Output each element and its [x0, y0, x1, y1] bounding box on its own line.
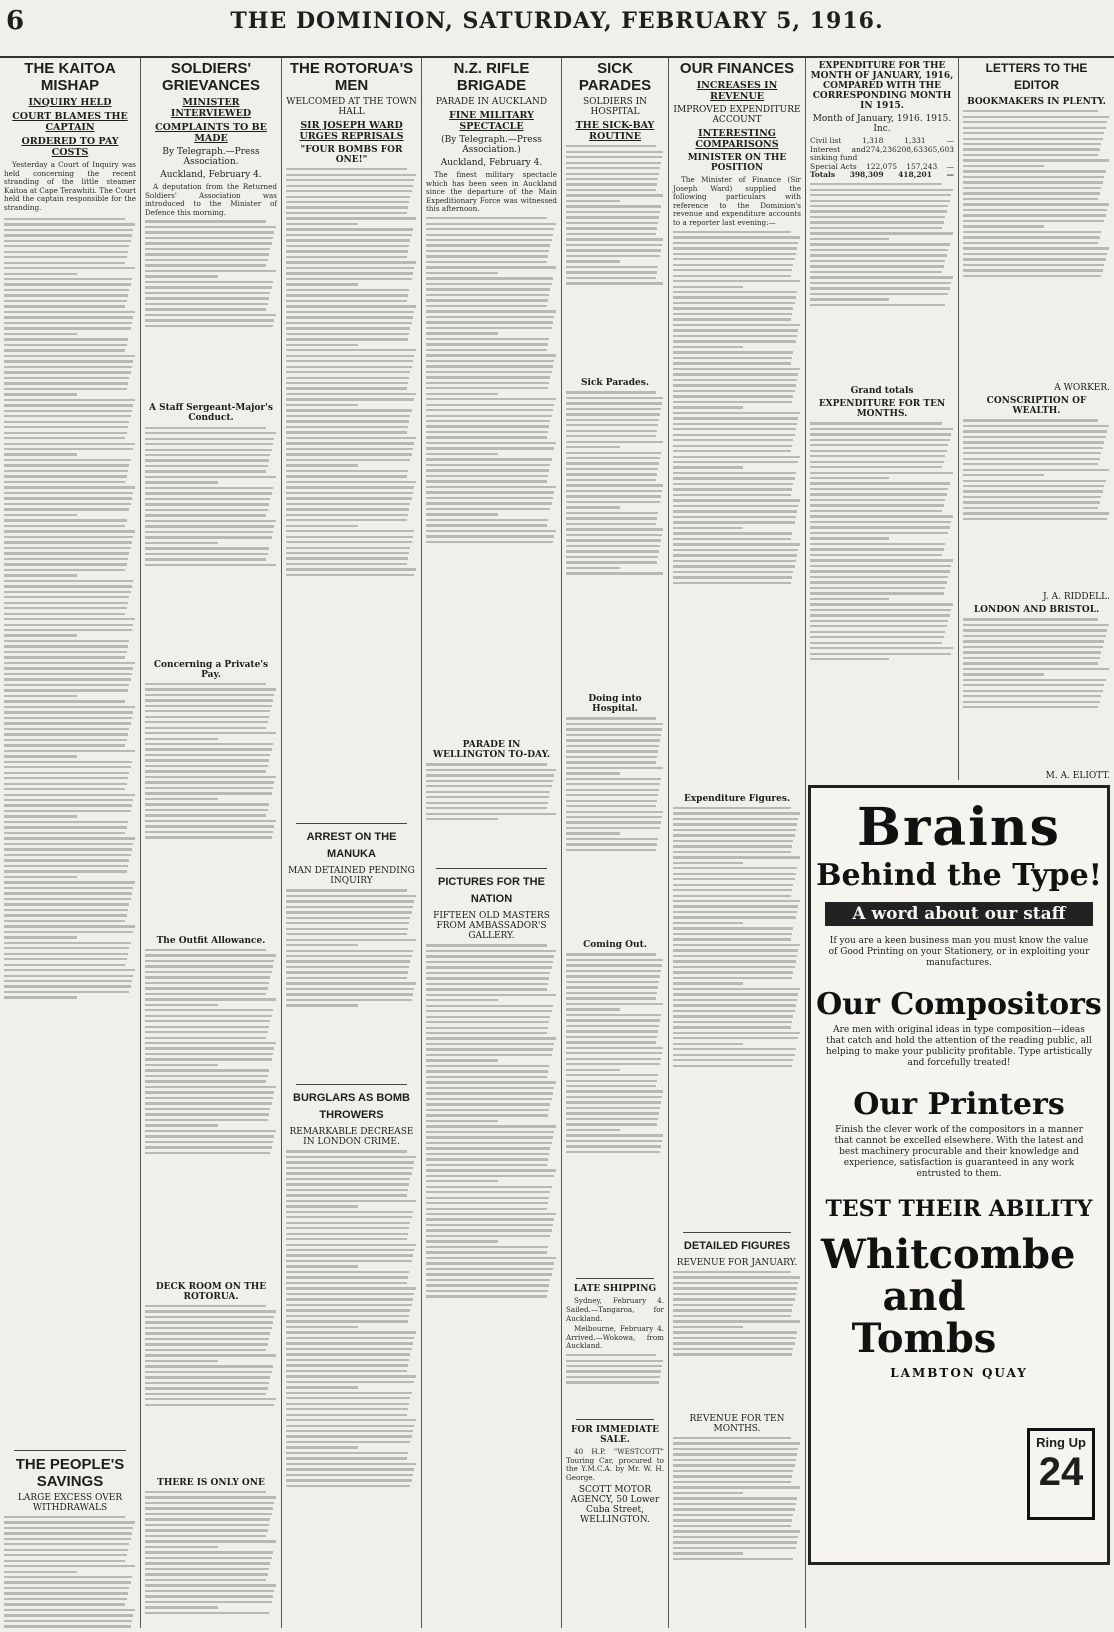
- subhead: SIR JOSEPH WARD URGES REPRISALS: [299, 120, 404, 142]
- ad-intro: If you are a keen business man you must know the value of Good Printing on your Stationery, or in exploiting your manufactures.: [828, 936, 1090, 968]
- body-text-filler: [963, 419, 1110, 589]
- subhead: SOLDIERS IN HOSPITAL: [582, 97, 648, 117]
- subhead: REVENUE FOR TEN MONTHS.: [689, 1413, 785, 1434]
- ad-compositors-text: Are men with original ideas in type composition—ideas that catch and hold the attention of the reading public, all helping to make your publicity profitable. Type artistically and forcefully treated!: [825, 1025, 1093, 1068]
- ad-company-name: Whitcombe and Tombs: [821, 1231, 1076, 1362]
- section-head: Concerning a Private's Pay.: [153, 659, 269, 680]
- ad-printers-text: Finish the clever work of the compositors in a manner that cannot be excelled elsewhere. With the latest and best machinery procurable and their knowledge and experience, satisfaction is guaranteed in any work entrusted to them.: [834, 1125, 1084, 1179]
- subhead: COURT BLAMES THE CAPTAIN: [12, 111, 128, 133]
- body-text-filler: [145, 1305, 277, 1475]
- body-text-filler: [426, 944, 557, 1504]
- body-text-filler: [426, 217, 557, 737]
- body-text-filler: [963, 618, 1110, 768]
- ad-headline-behind-type: Behind the Type!: [816, 858, 1102, 893]
- subhead: INQUIRY HELD: [28, 97, 112, 108]
- subhead: PARADE IN AUCKLAND: [435, 97, 548, 107]
- divider: [576, 1419, 654, 1420]
- headline: THE ROTORUA'S MEN: [289, 60, 414, 94]
- body-text-filler: [566, 1354, 664, 1414]
- table-filler: [810, 422, 954, 780]
- headline: LETTERS TO THE EDITOR: [985, 61, 1088, 92]
- body-text-filler: [286, 889, 417, 1079]
- section-head: Expenditure Figures.: [683, 793, 791, 804]
- body-text-filler: [4, 215, 136, 1445]
- letter-signature: J. A. RIDDELL.: [1043, 592, 1110, 603]
- table-row: Totals 398,309 418,201 —: [810, 170, 954, 180]
- ad-test-ability: TEST THEIR ABILITY: [825, 1196, 1093, 1222]
- subhead: REVENUE FOR JANUARY.: [676, 1257, 798, 1268]
- ad-compositors-head: Our Compositors: [816, 987, 1102, 1022]
- body-text-filler: [145, 683, 277, 933]
- section-head: THERE IS ONLY ONE: [157, 1477, 265, 1488]
- masthead: [0, 0, 1114, 58]
- body-text-filler: [673, 807, 801, 1227]
- table-header: Month of January, 1916. 1915. Inc.: [812, 114, 952, 134]
- letter-signature: A WORKER.: [1054, 383, 1110, 394]
- classified-head: FOR IMMEDIATE SALE.: [571, 1425, 659, 1446]
- column-sick-parades: [562, 58, 669, 1628]
- headline: THE PEOPLE'S SAVINGS: [15, 1455, 125, 1490]
- divider: [436, 868, 547, 869]
- section-head: PARADE IN WELLINGTON TO-DAY.: [433, 740, 550, 761]
- headline: DETAILED FIGURES: [683, 1239, 791, 1252]
- body-text-filler: [566, 953, 664, 1273]
- subhead: IMPROVED EXPENDITURE ACCOUNT: [673, 105, 801, 125]
- classified-text: 40 H.P. "WESTCOTT" Touring Car, procured to the Y.M.C.A. by Mr. W. H. George.: [566, 1447, 664, 1482]
- headline: SICK PARADES: [578, 60, 652, 94]
- expenditure-table: [810, 137, 954, 180]
- body-text-filler: [145, 220, 277, 400]
- subhead: FINE MILITARY SPECTACLE: [449, 110, 534, 132]
- subhead: MAN DETAINED PENDING INQUIRY: [288, 866, 415, 887]
- classified-address: SCOTT MOTOR AGENCY, 50 Lower Cuba Street, WELLINGTON.: [570, 1485, 660, 1526]
- headline: BURGLARS AS BOMB THROWERS: [293, 1092, 410, 1122]
- column-letters: [959, 58, 1114, 780]
- body-text-filler: [426, 763, 557, 863]
- section-head: LATE SHIPPING: [573, 1284, 657, 1295]
- body-text-filler: [145, 1491, 277, 1628]
- byline: By Telegraph.—Press Association.: [162, 147, 260, 167]
- article-lead: Yesterday a Court of Inquiry was held concerning the recent stranding of the little steamer Kaitoa at Cape Terawhiti. The Court held the captain responsible for the stranding.: [4, 160, 136, 212]
- subhead: COMPLAINTS TO BE MADE: [155, 122, 267, 144]
- body-text-filler: [673, 231, 801, 791]
- table-label: Grand totals: [850, 386, 914, 397]
- dateline: Auckland, February 4.: [440, 158, 543, 168]
- subhead: FIFTEEN OLD MASTERS FROM AMBASSADOR'S GALLERY.: [433, 911, 550, 942]
- table-row: Special Acts 122,075 157,243 —: [810, 161, 954, 171]
- subhead: WELCOMED AT THE TOWN HALL: [286, 97, 417, 117]
- ad-tagline: A word about our staff: [825, 902, 1093, 926]
- headline: OUR FINANCES: [679, 60, 795, 77]
- body-text-filler: [145, 949, 277, 1279]
- table-filler: [673, 1271, 801, 1411]
- body-text-filler: [566, 145, 664, 375]
- subhead: BOOKMAKERS IN PLENTY.: [967, 97, 1106, 107]
- body-text-filler: [963, 110, 1110, 380]
- subhead: "FOUR BOMBS FOR ONE!": [300, 145, 403, 165]
- body-text-filler: [286, 1150, 417, 1628]
- table-title: EXPENDITURE FOR TEN MONTHS.: [818, 399, 946, 420]
- divider: [296, 1084, 407, 1085]
- article-lead: The Minister of Finance (Sir Joseph Ward) supplied the following particulars with reference to the Dominion's revenue and expenditure accounts to a reporter last evening:—: [673, 175, 801, 227]
- section-head: The Outfit Allowance.: [156, 935, 266, 946]
- table-filler: [673, 1437, 801, 1628]
- headline: PICTURES FOR THE NATION: [438, 876, 545, 906]
- advertisement-whitcombe-tombs: [808, 785, 1110, 1565]
- subhead: MINISTER INTERVIEWED: [170, 97, 252, 119]
- page-number: 6: [6, 6, 25, 36]
- divider: [296, 823, 407, 824]
- body-text-filler: [566, 717, 664, 937]
- newspaper-title: THE DOMINION, SATURDAY, FEBRUARY 5, 1916.: [230, 8, 884, 34]
- headline: THE KAITOA MISHAP: [24, 60, 116, 94]
- ad-ring-up-box: [1027, 1428, 1095, 1520]
- subhead: INTERESTING COMPARISONS: [695, 128, 779, 150]
- table-row: Civil list 1,318 1,331 —: [810, 136, 954, 145]
- section-head: DECK ROOM ON THE ROTORUA.: [155, 1281, 267, 1302]
- divider: [14, 1450, 126, 1451]
- column-soldiers: [141, 58, 282, 1628]
- subhead: MINISTER ON THE POSITION: [687, 153, 787, 173]
- section-head: A Staff Sergeant-Major's Conduct.: [149, 403, 273, 424]
- headline: ARREST ON THE MANUKA: [306, 831, 397, 861]
- subhead: LARGE EXCESS OVER WITHDRAWALS: [17, 1492, 123, 1513]
- column-kaitoa: [0, 58, 141, 1628]
- headline: SOLDIERS' GRIEVANCES: [161, 60, 261, 94]
- ad-phone-number: 24: [1038, 1450, 1084, 1494]
- subhead: CONSCRIPTION OF WEALTH.: [986, 396, 1087, 417]
- body-text-filler: [286, 168, 417, 818]
- ad-printers-head: Our Printers: [853, 1087, 1065, 1122]
- byline: (By Telegraph.—Press Association.): [441, 135, 542, 155]
- ad-ring-label: Ring Up: [1036, 1435, 1086, 1450]
- ad-address: LAMBTON QUAY: [890, 1366, 1028, 1380]
- subhead: LONDON AND BRISTOL.: [973, 605, 1100, 616]
- subhead: REMARKABLE DECREASE IN LONDON CRIME.: [289, 1127, 414, 1148]
- table-row: Interest and sinking fund 274,236 208,633 65,603: [810, 144, 954, 163]
- section-head: Doing into Hospital.: [588, 694, 642, 715]
- body-text-filler: [4, 1516, 136, 1628]
- body-text-filler: [566, 391, 664, 691]
- table-filler: [810, 183, 954, 383]
- table-title: EXPENDITURE FOR THE MONTH OF JANUARY, 1916, COMPARED WITH THE CORRESPONDING MONTH IN 1915.: [810, 61, 954, 111]
- divider: [683, 1232, 791, 1233]
- column-expenditure: [806, 58, 959, 780]
- headline: N.Z. RIFLE BRIGADE: [453, 60, 530, 94]
- subhead: ORDERED TO PAY COSTS: [21, 136, 119, 158]
- section-head: Coming Out.: [583, 940, 647, 951]
- ad-headline-brains: Brains: [857, 797, 1061, 858]
- column-rotorua: [282, 58, 422, 1628]
- dateline: Auckland, February 4.: [160, 170, 262, 180]
- article-lead: The finest military spectacle which has been seen in Auckland since the departure of the Main Expeditionary Force was witnessed this afternoon.: [426, 170, 557, 214]
- body-text-filler: [145, 427, 277, 657]
- column-finances: [669, 58, 806, 1628]
- divider: [576, 1278, 654, 1279]
- article-lead: A deputation from the Returned Soldiers' Association was introduced to the Minister of Defence this morning.: [145, 182, 277, 217]
- shipping-list: Sydney, February 4. Sailed.—Tangaroa, for Auckland. Melbourne, February 4. Arrived.—Wokowa, from Auckland.: [566, 1296, 664, 1351]
- column-rifle-brigade: [422, 58, 562, 1628]
- section-head: Sick Parades.: [581, 378, 649, 389]
- subhead: THE SICK-BAY ROUTINE: [575, 120, 655, 142]
- subhead: INCREASES IN REVENUE: [696, 80, 778, 102]
- letter-signature: M. A. ELIOTT.: [1045, 771, 1110, 780]
